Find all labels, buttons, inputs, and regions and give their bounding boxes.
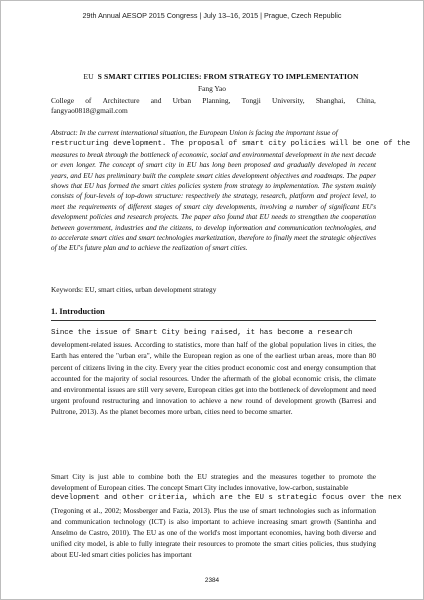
affiliation-word: and — [150, 96, 162, 105]
author-email: fangyao0818@gmail.com — [51, 106, 128, 115]
section-heading: 1. Introduction — [51, 307, 105, 316]
abstract-body: measures to break through the bottleneck of economic, social and environmental development in the next decade or even longer. The concept of smart city in EU has long been proposed and gradually developed in recent years, and EU has preliminary built the complete smart cities development objectives and roadmaps. The paper shows that EU has formed the smart cities policies system from strategy to implementation. The system mainly consists of four-levels of top-down structure: respectively the strategy, research, platform and project level, to meet the requirements of different stages of smart city developments, involving a number of significant EU's development policies and research projects. The paper also found that EU needs to strengthen the cooperation between government, industries and the citizens, to develop information and communication technologies, and to accelerate smart cities and smart technologies marketization, therefore to finally meet the strategic objectives of the EU's future plan and to achieve the realization of smart cities. — [51, 150, 376, 253]
abstract-line-2: restructuring development. The proposal of smart city policies will be one of the — [51, 140, 411, 149]
title-text: S SMART CITIES POLICIES: FROM STRATEGY TO IMPLEMENTATION — [97, 72, 359, 81]
intro-p2-start: Smart City is just able to combine both the EU strategies and the measures together to promote the development of European cities. The concept Smart City includes innovative, low-carbon, sustainable — [51, 472, 376, 493]
affiliation-word: College — [51, 96, 74, 105]
intro-p2-mono-line: development and other criteria, which are the EU s strategic focus over the nex — [51, 494, 402, 503]
affiliation-word: of — [85, 96, 92, 105]
affiliation-word: University, — [272, 96, 305, 105]
abstract — [51, 128, 411, 254]
keywords: Keywords: EU, smart cities, urban development strategy — [51, 285, 217, 294]
heading-rule — [51, 320, 376, 321]
affiliation-line — [51, 96, 376, 106]
intro-p2-body: (Tregoning et al., 2002; Mossberger and Fazia, 2013). Plus the use of smart technologies such as information and communication technology (ICT) is also important to achieve increasing smart growth (Santinha and Anselmo de Castro, 2010). The EU as one of the world's most important economies, having both diverse and unified city model, is able to fully integrate their resources to promote the smart cities policies, thus studying about EU-led smart cities policies has important — [51, 505, 376, 560]
title-prefix: EU — [83, 72, 94, 81]
affiliation-word: Urban — [172, 96, 192, 105]
intro-paragraph-2 — [51, 471, 402, 561]
author-name: Fang Yao — [198, 84, 226, 93]
affiliation-word: Planning, — [202, 96, 231, 105]
intro-paragraph-1 — [51, 328, 376, 418]
paper-title — [51, 72, 391, 81]
running-header: 29th Annual AESOP 2015 Congress | July 13–16, 2015 | Prague, Czech Republic — [82, 11, 342, 20]
abstract-line-1: Abstract: In the current international situation, the European Union is facing the important issue of — [51, 129, 338, 137]
affiliation-word: Tongji — [241, 96, 261, 105]
page-number: 2384 — [204, 577, 220, 584]
intro-p1-body: development-related issues. According to statistics, more than half of the global population lives in cities, the Earth has entered the "urban era", while the European region as one of the earliest urban areas, more than 80 percent of citizens living in the city. Every year the cities product economic cost and energy consumption that accounted for the majority of social resources. Under the aftermath of the global economic crisis, the climate and environmental issues are still very severe, European cities get into the bottleneck of development and need urgent profound restructuring and innovation to achieve a new round of development growth (Barresi and Pultrone, 2013). As the planet becomes more urban, cities need to become smarter. — [51, 340, 376, 417]
affiliation-word: Architecture — [102, 96, 140, 105]
intro-p1-first-line: Since the issue of Smart City being raised, it has become a research — [51, 329, 353, 337]
affiliation-word: Shanghai, — [315, 96, 346, 105]
affiliation-word: China, — [356, 96, 376, 105]
affiliation — [51, 96, 376, 116]
